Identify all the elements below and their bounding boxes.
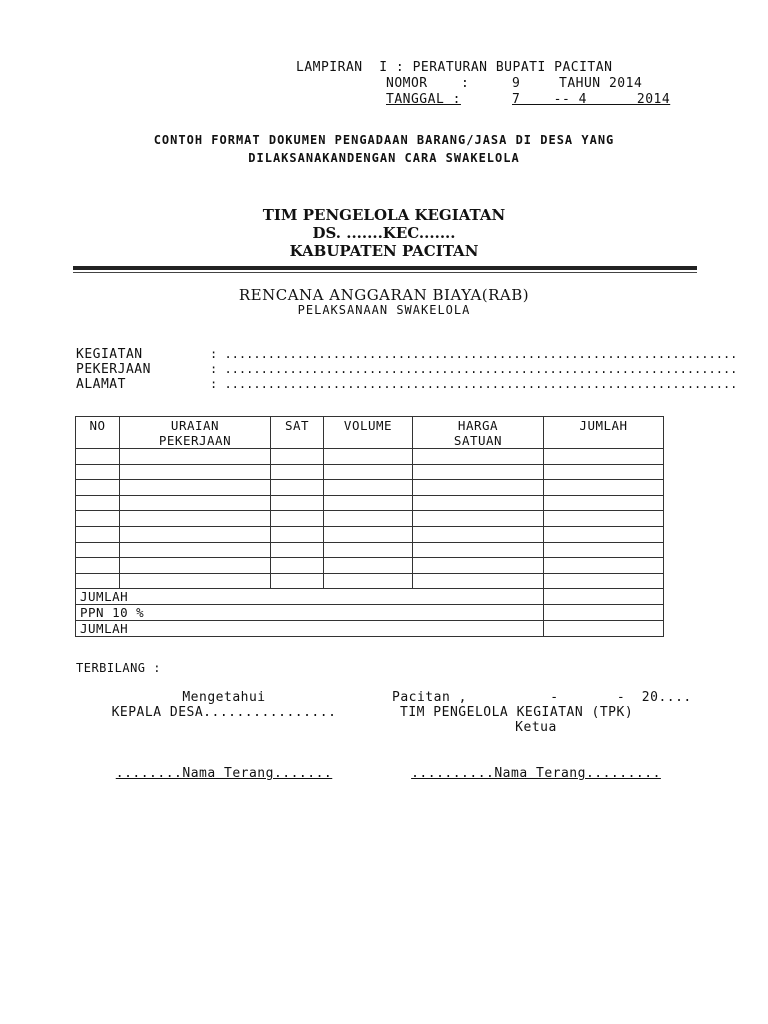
table-row (76, 449, 664, 465)
left-sign-line-1: Mengetahui (182, 690, 266, 705)
tahun-label: TAHUN 2014 (559, 76, 643, 91)
col-header-sat: SAT (271, 417, 324, 449)
tanggal-value: 7 -- 4 2014 (512, 92, 671, 107)
right-name-line: ..........Nama Terang......... (411, 766, 661, 781)
table-row (76, 511, 664, 527)
col-header-harga: HARGA SATUAN (413, 417, 544, 449)
tim-kabupaten: KABUPATEN PACITAN (289, 242, 479, 260)
table-row (76, 558, 664, 574)
left-sign-line-2: KEPALA DESA................ (111, 705, 337, 720)
left-name-line: ........Nama Terang....... (115, 766, 333, 781)
field-pekerjaan-label: PEKERJAAN (76, 362, 151, 377)
table-header-row (76, 417, 664, 449)
right-sign-line-1: Pacitan , - - 20.... (392, 690, 692, 705)
nomor-colon: : (461, 76, 470, 91)
field-alamat-label: ALAMAT (76, 377, 126, 392)
right-sign-line-3: Ketua (515, 720, 557, 735)
right-sign-line-2: TIM PENGELOLA KEGIATAN (TPK) (400, 705, 634, 720)
col-header-uraian: URAIAN PEKERJAAN (120, 417, 271, 449)
table-row (76, 480, 664, 496)
tanggal-label: TANGGAL : (386, 92, 461, 107)
field-pekerjaan-value: : ....................................................................... (210, 362, 738, 376)
field-kegiatan-value: : ....................................................................... (210, 347, 738, 361)
field-kegiatan-label: KEGIATAN (76, 347, 143, 362)
lampiran-line: LAMPIRAN I : PERATURAN BUPATI PACITAN (296, 60, 613, 75)
header-rule-thick (73, 266, 697, 270)
nomor-label: NOMOR (386, 76, 428, 91)
summary-label-jumlah: JUMLAH (76, 589, 544, 605)
heading-line-1: CONTOH FORMAT DOKUMEN PENGADAAN BARANG/JASA DI DESA YANG (153, 133, 615, 147)
col-header-no: NO (76, 417, 120, 449)
summary-row-total (76, 621, 664, 637)
col-header-jumlah: JUMLAH (544, 417, 664, 449)
header-rule-thin (73, 272, 697, 273)
col-header-volume: VOLUME (324, 417, 413, 449)
tim-title: TIM PENGELOLA KEGIATAN (262, 206, 506, 224)
rab-subtitle: PELAKSANAAN SWAKELOLA (297, 303, 471, 317)
rab-title: RENCANA ANGGARAN BIAYA(RAB) (238, 286, 530, 304)
nomor-value: 9 (512, 76, 521, 91)
summary-row-jumlah (76, 589, 664, 605)
field-alamat-value: : ....................................................................... (210, 377, 738, 391)
table-row (76, 573, 664, 589)
table-row (76, 542, 664, 558)
summary-label-total: JUMLAH (76, 621, 544, 637)
table-row (76, 464, 664, 480)
tim-desa: DS. .......KEC....... (312, 224, 456, 242)
terbilang-label: TERBILANG : (76, 661, 161, 675)
table-row (76, 495, 664, 511)
heading-line-2: DILAKSANAKANDENGAN CARA SWAKELOLA (248, 151, 520, 165)
table-row (76, 526, 664, 542)
summary-row-ppn (76, 605, 664, 621)
rab-table (75, 416, 664, 637)
summary-label-ppn: PPN 10 % (76, 605, 544, 621)
